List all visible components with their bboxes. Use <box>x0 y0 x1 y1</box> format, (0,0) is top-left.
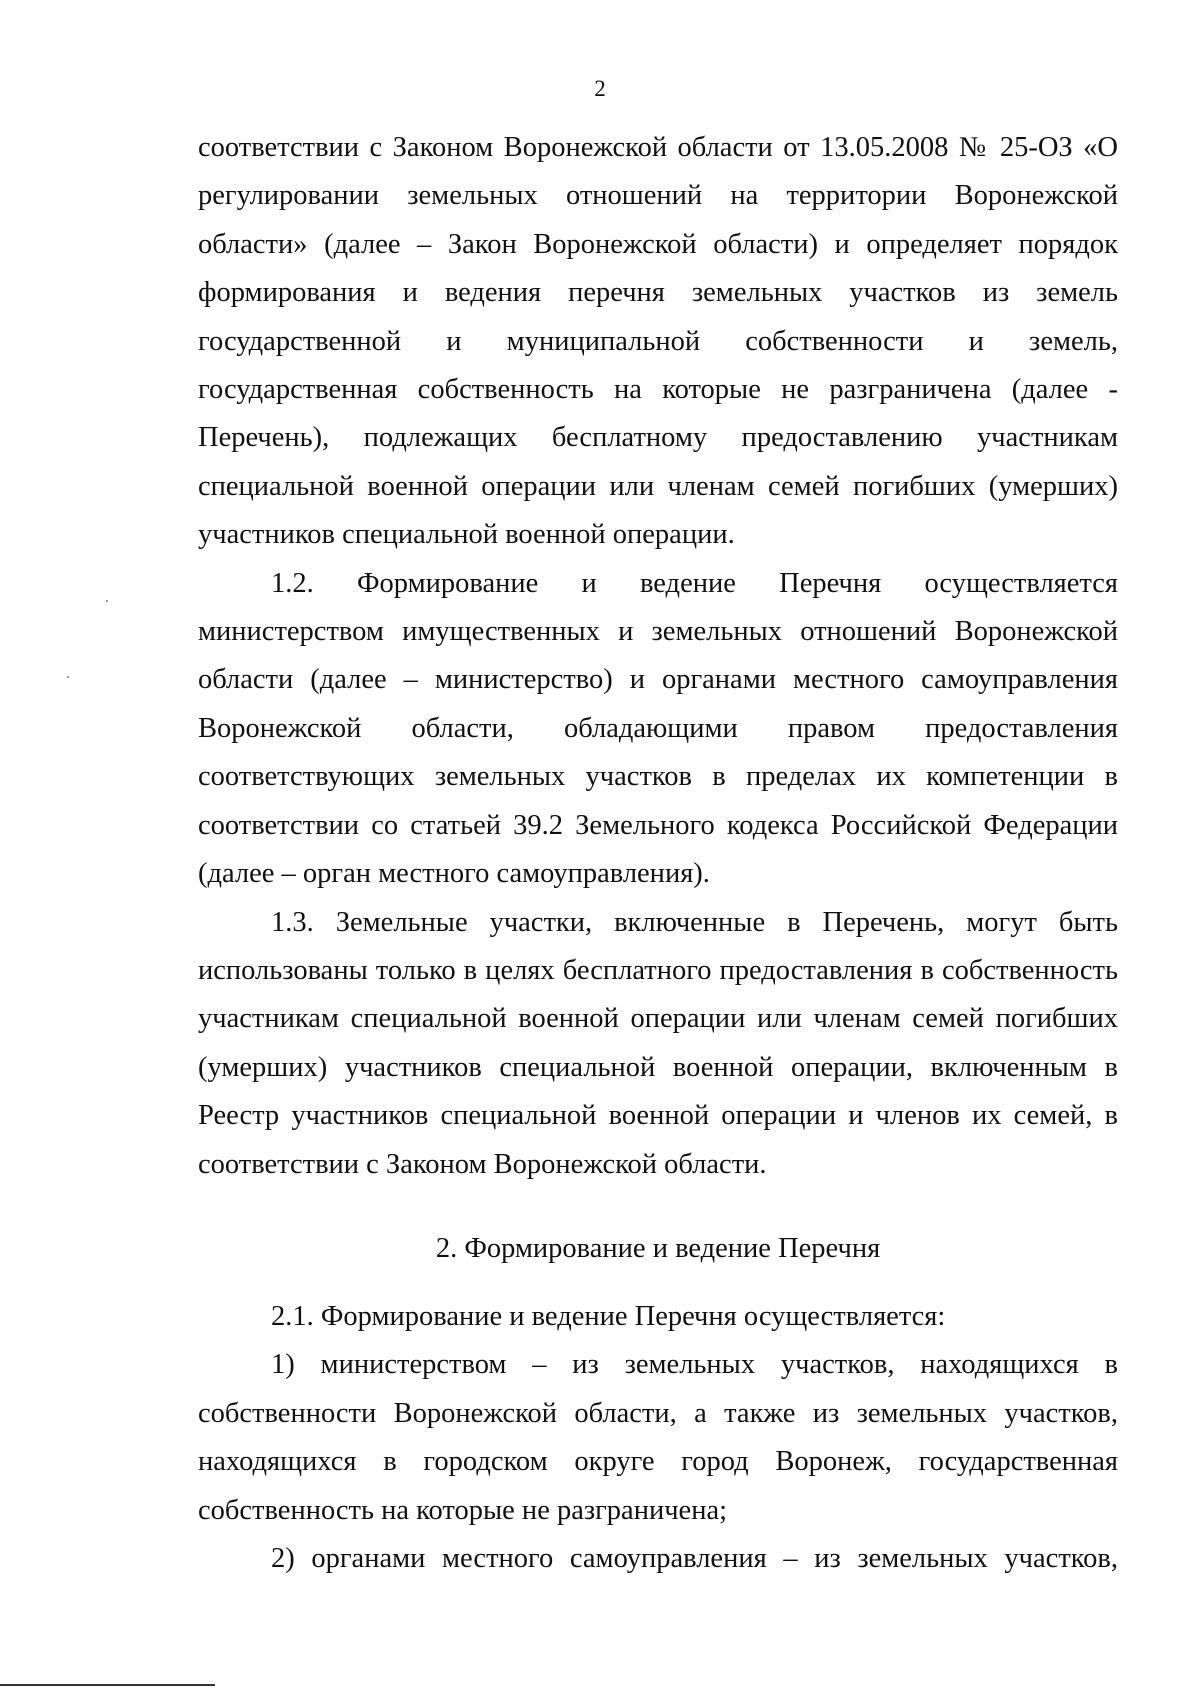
list-item-1: 1) министерством – из земельных участков, находящихся в собственности Воронежской области, а также из земельных участков, находящихся в городском округе город Воронеж, государственная собственность на которые не разграничена; <box>198 1349 1118 1526</box>
section-2-body <box>198 1293 1118 1583</box>
footer-rule <box>0 1684 215 1686</box>
paragraph-intro: соответствии с Законом Воронежской области от 13.05.2008 № 25-ОЗ «О регулировании земельных отношений на территории Воронежской области» (далее – Закон Воронежской области) и определяет порядок формирования и ведения перечня земельных участков из земель государственной и муниципальной собственности и земель, государственная собственность на которые не разграничена (далее - Перечень), подлежащих бесплатному предоставлению участникам специальной военной операции или членам семей погибших (умерших) участников специальной военной операции. <box>198 132 1118 551</box>
paragraph-1-3: 1.3. Земельные участки, включенные в Перечень, могут быть использованы только в целях бесплатного предоставления в собственность участникам специальной военной операции или членам семей погибших (умерших) участников специальной военной операции, включенным в Реестр участников специальной военной операции и членов их семей, в соответствии с Законом Воронежской области. <box>198 906 1118 1180</box>
list-item-2: 2) органами местного самоуправления – из земельных участков, <box>271 1543 1118 1575</box>
scan-mark-dot <box>67 676 69 678</box>
paragraph-2-1: 2.1. Формирование и ведение Перечня осуществляется: <box>271 1301 946 1332</box>
page-number: 2 <box>594 76 606 101</box>
section-2-heading: 2. Формирование и ведение Перечня <box>435 1233 881 1264</box>
body-text <box>198 124 1118 1189</box>
paragraph-1-2: 1.2. Формирование и ведение Перечня осуществляется министерством имущественных и земельных отношений Воронежской области (далее – министерство) и органами местного самоуправления Воронежской области, обладающими правом предоставления соответствующих земельных участков в пределах их компетенции в соответствии со статьей 39.2 Земельного кодекса Российской Федерации (далее – орган местного самоуправления). <box>198 567 1118 890</box>
scan-mark-dot <box>106 600 108 602</box>
